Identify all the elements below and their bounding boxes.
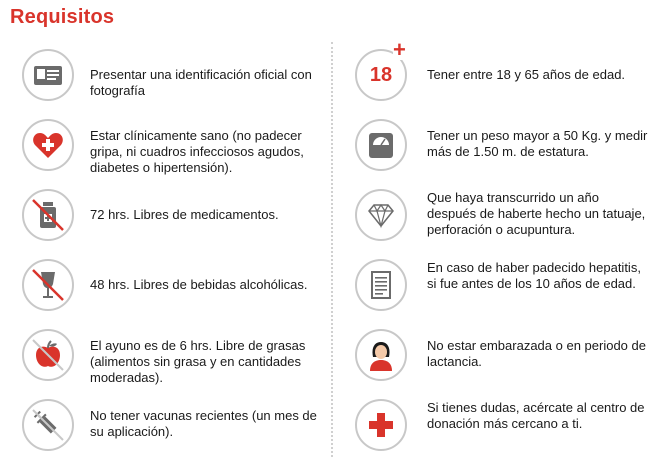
requirement-text: Que haya transcurrido un año después de haberte hecho un tatuaje, perforación o acupuntura. [427, 190, 646, 237]
requirement-text: El ayuno es de 6 hrs. Libre de grasas (alimentos sin grasa y en cantidades moderadas). [90, 338, 306, 385]
requirement-item [0, 320, 330, 390]
page-title: Requisitos [10, 6, 115, 28]
requirement-item [0, 110, 330, 180]
requirement-text: En caso de haber padecido hepatitis, si fue antes de los 10 años de edad. [427, 260, 641, 291]
requirement-item [332, 320, 662, 390]
id-card-icon [22, 49, 74, 101]
requirement-item [332, 110, 662, 180]
document-icon [355, 259, 407, 311]
requirement-item [0, 250, 330, 320]
woman-icon [355, 329, 407, 381]
requirement-text: No estar embarazada o en periodo de lactancia. [427, 338, 646, 369]
requirement-item [332, 250, 662, 320]
requirement-item [0, 390, 330, 460]
scale-icon [355, 119, 407, 171]
age-badge-text: 18 [369, 63, 393, 86]
requirement-item [332, 180, 662, 250]
no-vaccine-icon [22, 399, 74, 451]
apple-icon [22, 329, 74, 381]
requirement-item [332, 390, 662, 460]
requirement-item [332, 37, 662, 110]
diamond-icon [355, 189, 407, 241]
requirement-item [0, 40, 330, 110]
requirement-text: Si tienes dudas, acércate al centro de donación más cercano a ti. [427, 400, 645, 431]
heart-health-icon [22, 119, 74, 171]
requirement-text: Estar clínicamente sano (no padecer gripa, ni cuadros infecciosos agudos, diabetes o hipertensión). [90, 128, 304, 175]
requirement-text: 72 hrs. Libres de medicamentos. [90, 207, 279, 222]
requirement-text: Tener entre 18 y 65 años de edad. [427, 67, 626, 82]
no-alcohol-icon [22, 259, 74, 311]
no-medication-icon [22, 189, 74, 241]
requirement-text: Tener un peso mayor a 50 Kg. y medir más de 1.50 m. de estatura. [427, 128, 648, 159]
requirement-text: Presentar una identificación oficial con fotografía [90, 67, 312, 98]
red-cross-icon [355, 399, 407, 451]
plus-sign: + [393, 37, 406, 62]
requirement-text: No tener vacunas recientes (un mes de su aplicación). [90, 408, 317, 439]
requirement-item [0, 180, 330, 250]
requirement-text: 48 hrs. Libres de bebidas alcohólicas. [90, 277, 308, 292]
